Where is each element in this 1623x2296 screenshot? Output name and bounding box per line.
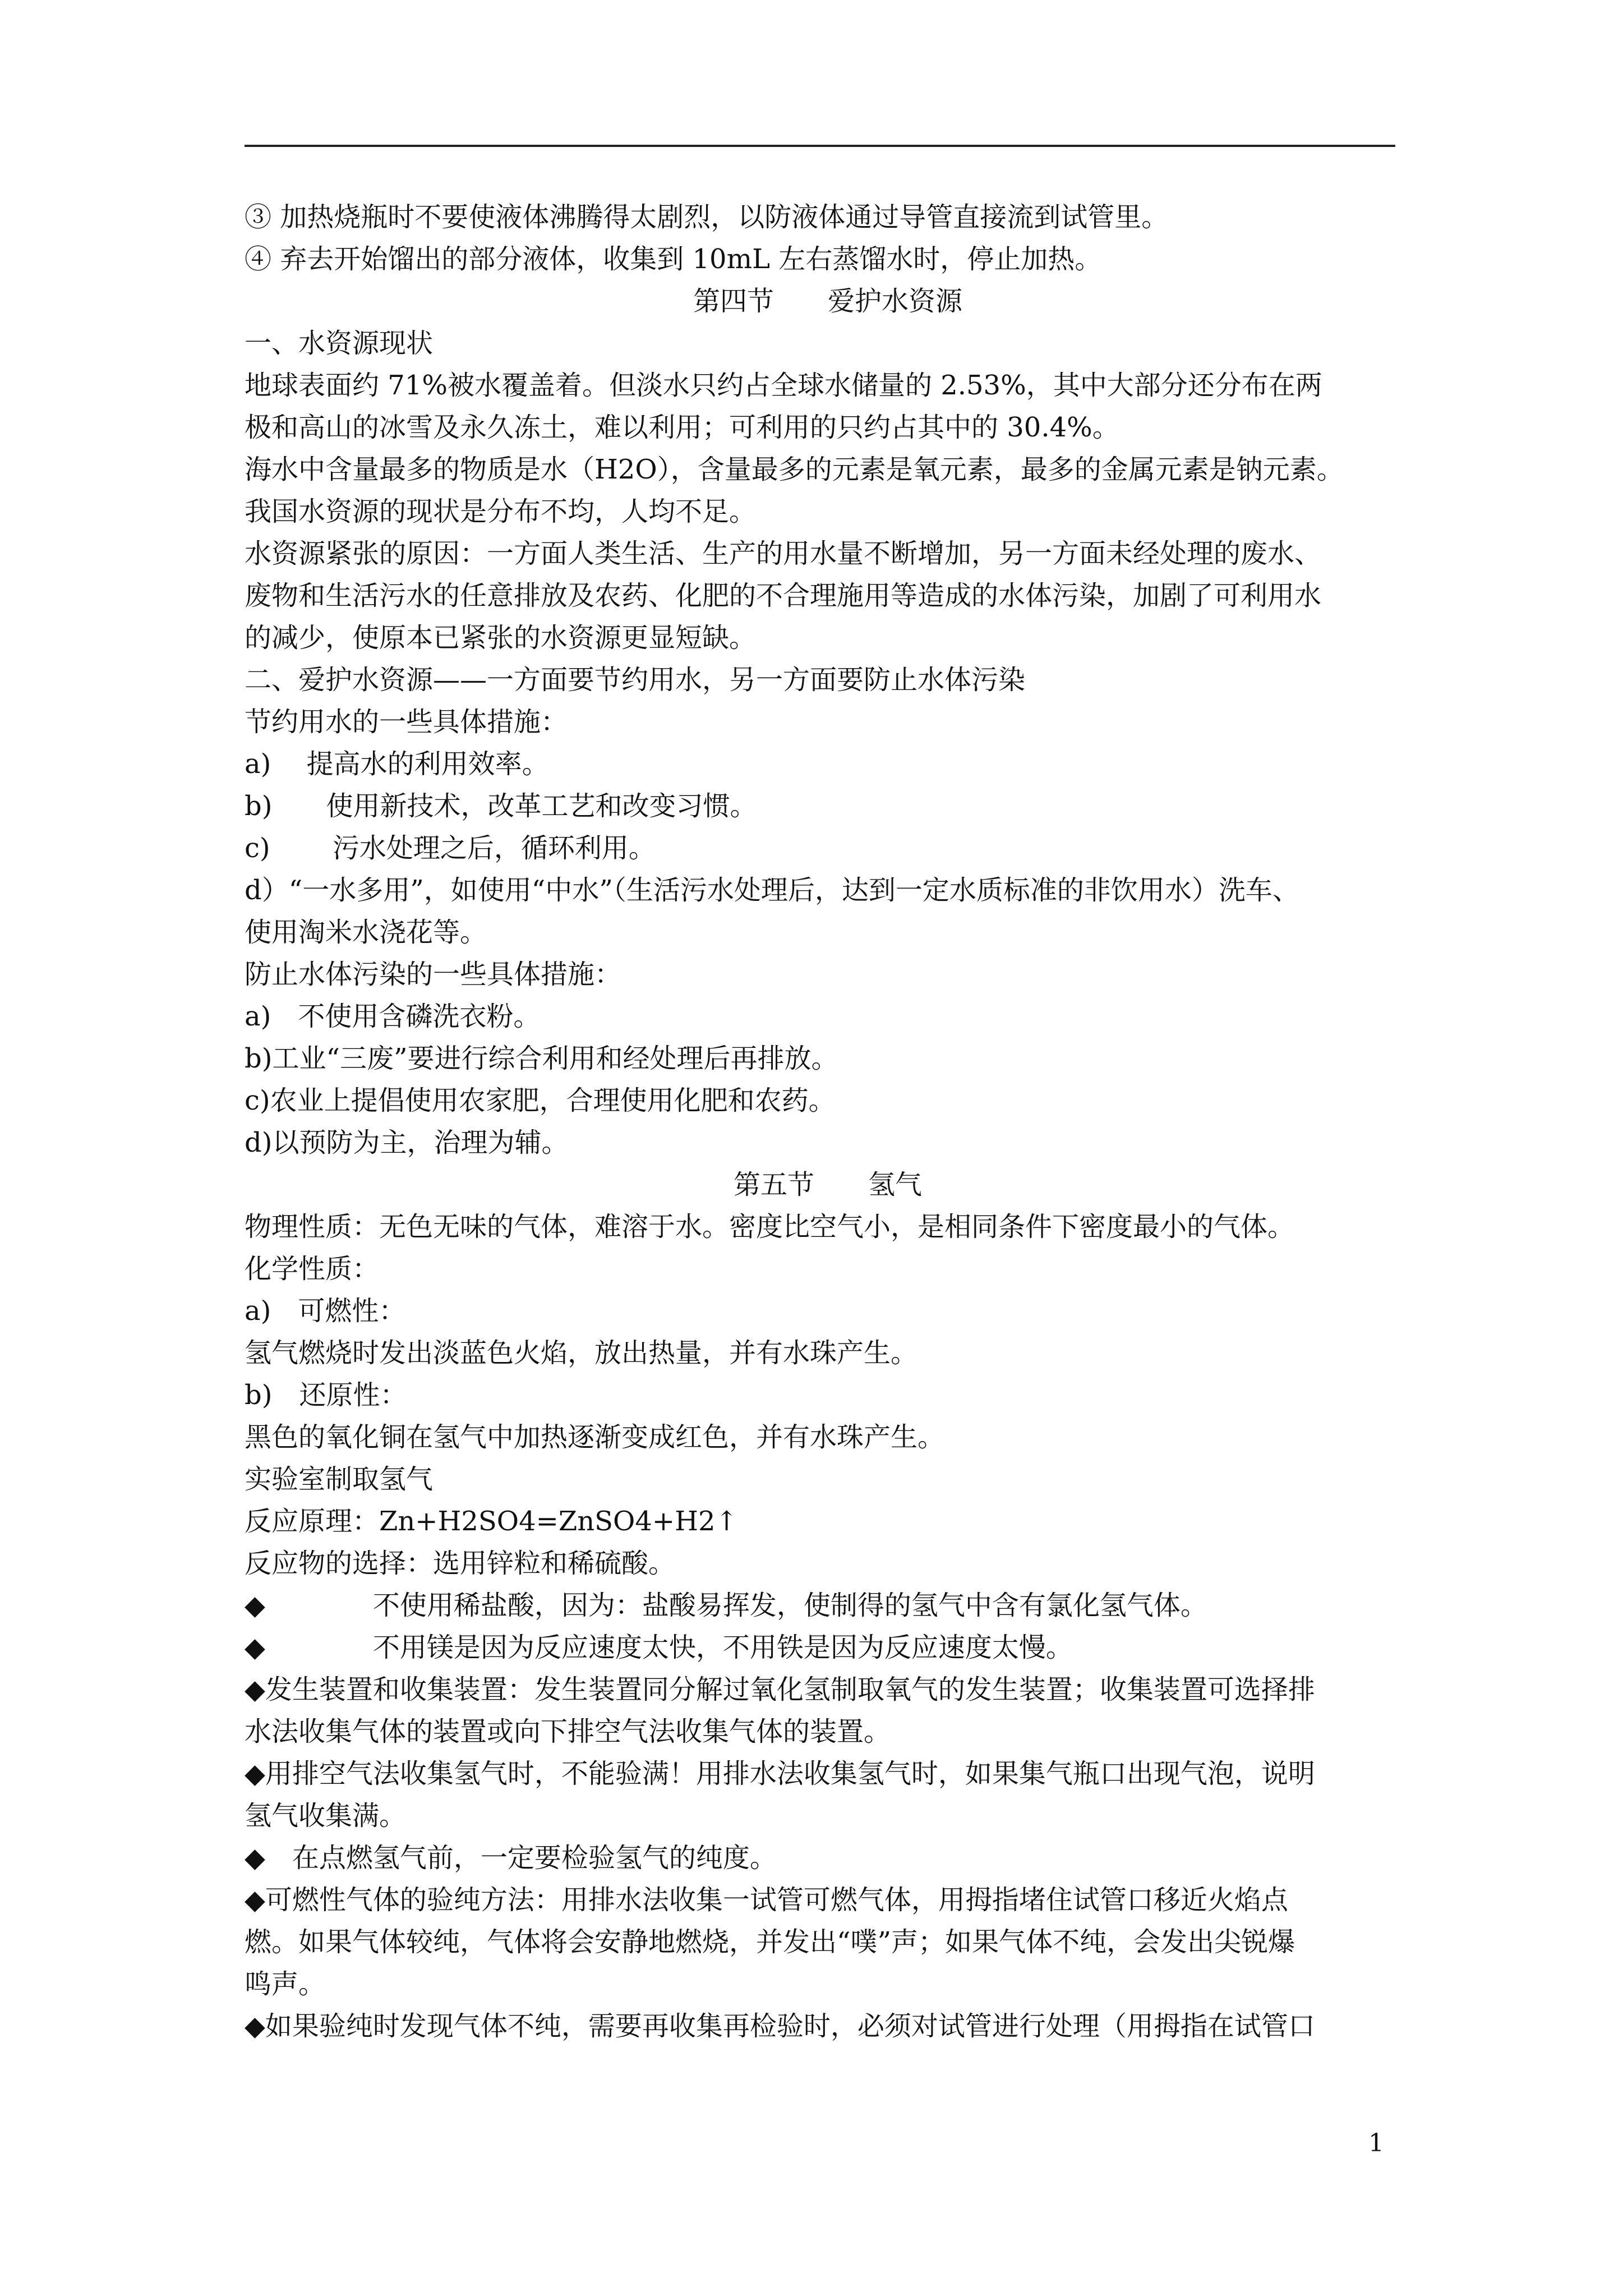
text-line: 废物和生活污水的任意排放及农药、化肥的不合理施用等造成的水体污染，加剧了可利用水 [245,580,1322,611]
header-rule [245,145,1395,147]
text-line: 防止水体污染的一些具体措施： [245,959,622,990]
text-line: 地球表面约 71%被水覆盖着。但淡水只约占全球水储量的 2.53%，其中大部分还分布在两 [245,370,1322,401]
text-line: 燃。如果气体较纯，气体将会安静地燃烧，并发出“噗”声；如果气体不纯，会发出尖锐爆 [245,1926,1295,1958]
bullet-item: ◆如果验纯时发现气体不纯，需要再收集再检验时，必须对试管进行处理（用拇指在试管口 [245,2010,1315,2042]
text-line: 使用淘米水浇花等。 [245,917,487,948]
list-item: a) 提高水的利用效率。 [245,748,549,780]
list-item: d)以预防为主，治理为辅。 [245,1127,569,1158]
text-line: 水资源紧张的原因：一方面人类生活、生产的用水量不断增加，另一方面未经处理的废水、 [245,538,1322,569]
list-item: b) 使用新技术，改革工艺和改变习惯。 [245,790,757,822]
bullet-item: ◆用排空气法收集氢气时，不能验满！用排水法收集氢气时，如果集气瓶口出现气泡，说明 [245,1758,1315,1789]
text-line: 水法收集气体的装置或向下排空气法收集气体的装置。 [245,1716,891,1747]
page-number: 1 [1368,2129,1384,2157]
text-line: 氢气收集满。 [245,1800,407,1832]
text-line: 鸣声。 [245,1968,326,2000]
text-line: ③ 加热烧瓶时不要使液体沸腾得太剧烈，以防液体通过导管直接流到试管里。 [245,201,1169,233]
list-item: d）“一水多用”，如使用“中水”（生活污水处理后，达到一定水质标准的非饮用水）洗车、 [245,875,1299,906]
list-item: b) 还原性： [245,1379,407,1411]
text-line: 实验室制取氢气 [245,1464,434,1495]
text-line: 反应物的选择：选用锌粒和稀硫酸。 [245,1548,676,1579]
text-line: 的减少，使原本已紧张的水资源更显短缺。 [245,622,757,654]
list-item: b)工业“三废”要进行综合利用和经处理后再排放。 [245,1043,838,1074]
list-item: c)农业上提倡使用农家肥，合理使用化肥和农药。 [245,1085,836,1116]
list-item: a) 不使用含磷洗衣粉。 [245,1001,541,1032]
text-line: 反应原理：Zn+H2SO4=ZnSO4+H2↑ [245,1506,738,1537]
text-line: ④ 弃去开始馏出的部分液体，收集到 10mL 左右蒸馏水时，停止加热。 [245,243,1102,275]
text-line: 极和高山的冰雪及永久冻土，难以利用；可利用的只约占其中的 30.4%。 [245,412,1119,443]
bullet-item: ◆ 不用镁是因为反应速度太快，不用铁是因为反应速度太慢。 [245,1632,1073,1663]
text-line: 节约用水的一些具体措施： [245,706,568,738]
bullet-item: ◆ 在点燃氢气前，一定要检验氢气的纯度。 [245,1842,777,1874]
subheading: 二、爱护水资源——一方面要节约用水，另一方面要防止水体污染 [245,664,1026,696]
page-content [245,196,1411,2047]
list-item: a) 可燃性： [245,1295,406,1327]
text-line: 黑色的氧化铜在氢气中加热逐渐变成红色，并有水珠产生。 [245,1421,945,1453]
text-line: 化学性质： [245,1253,380,1285]
bullet-item: ◆ 不使用稀盐酸，因为：盐酸易挥发，使制得的氢气中含有氯化氢气体。 [245,1590,1207,1621]
list-item: c) 污水处理之后，循环利用。 [245,832,656,864]
bullet-item: ◆可燃性气体的验纯方法：用排水法收集一试管可燃气体，用拇指堵住试管口移近火焰点 [245,1884,1288,1916]
section-heading: 第五节 氢气 [733,1169,922,1200]
text-line: 氢气燃烧时发出淡蓝色火焰，放出热量，并有水珠产生。 [245,1337,918,1369]
text-line: 我国水资源的现状是分布不均，人均不足。 [245,496,757,527]
text-line: 物理性质：无色无味的气体，难溶于水。密度比空气小，是相同条件下密度最小的气体。 [245,1211,1295,1243]
section-heading: 第四节 爱护水资源 [693,286,962,317]
bullet-item: ◆发生装置和收集装置：发生装置同分解过氧化氢制取氧气的发生装置；收集装置可选择排 [245,1674,1315,1705]
subheading: 一、水资源现状 [245,328,434,359]
text-line: 海水中含量最多的物质是水（H2O），含量最多的元素是氧元素，最多的金属元素是钠元素。 [245,454,1344,485]
